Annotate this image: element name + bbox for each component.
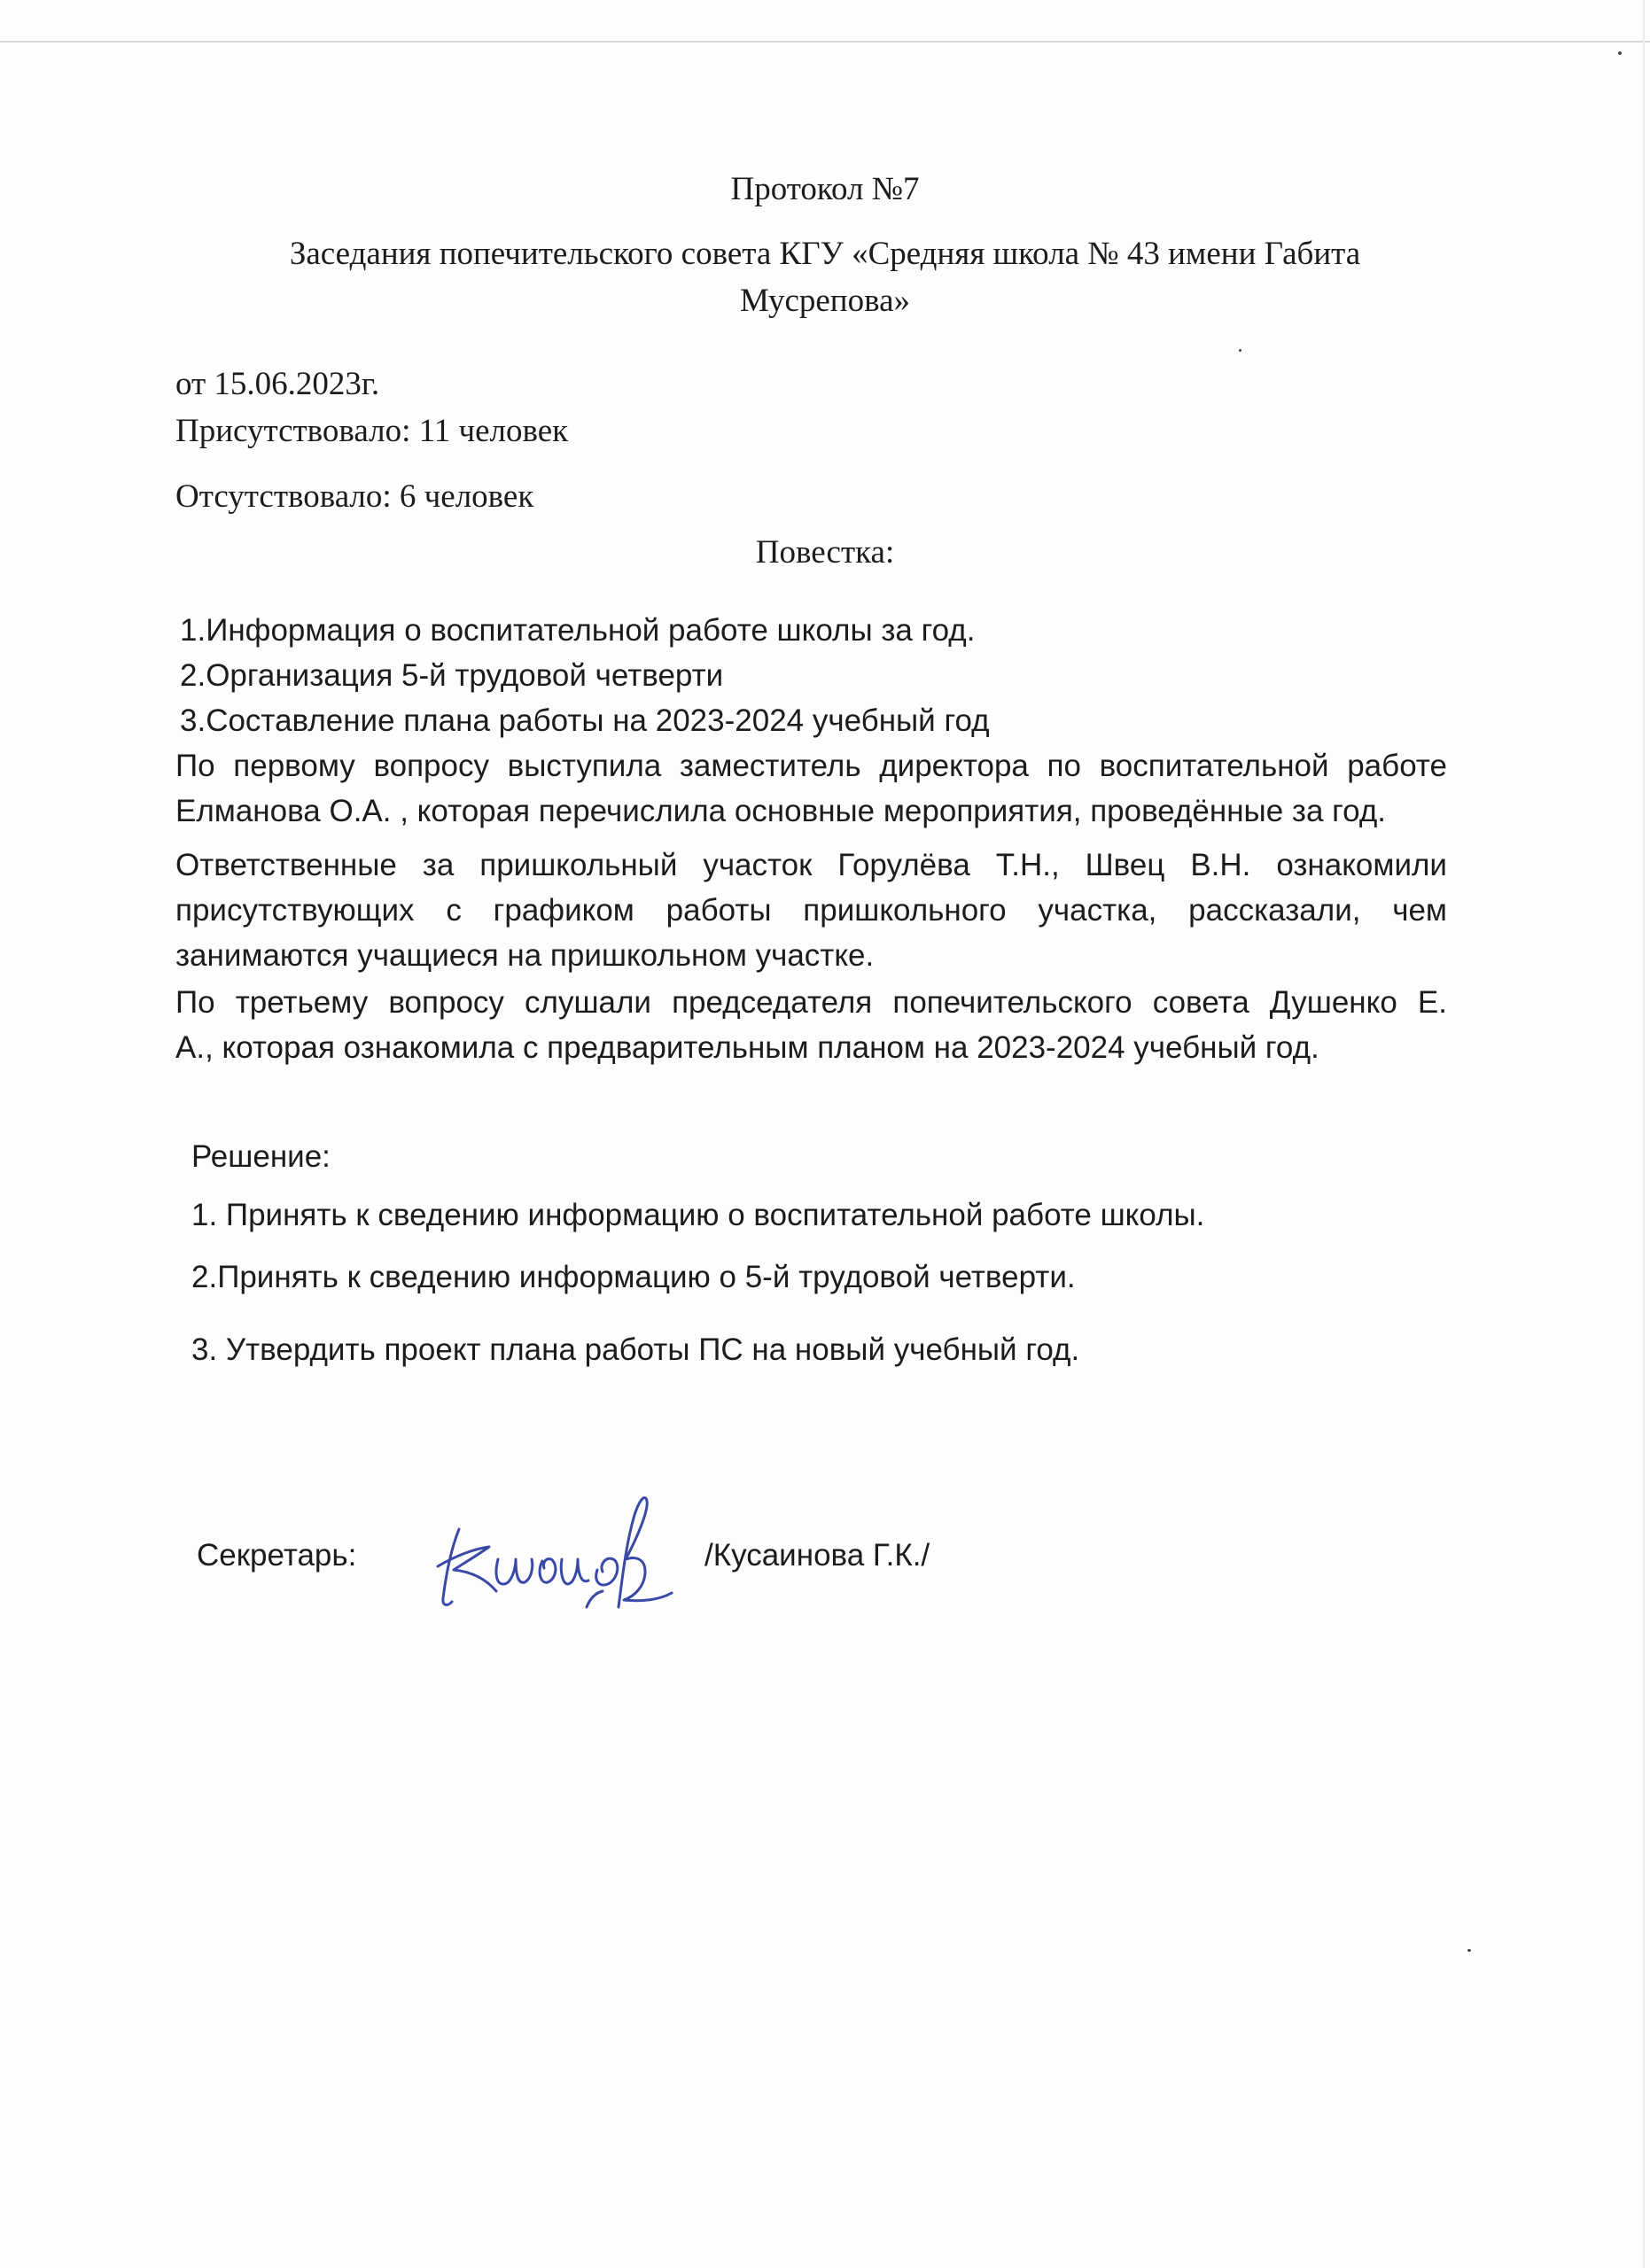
body-line: Елманова О.А. , которая перечислила основные мероприятия, проведённые за год. [175, 794, 1386, 828]
absent-count: Отсутствовало: 6 человек [175, 478, 534, 515]
agenda-item: 3.Составление плана работы на 2023-2024 учебный год [180, 703, 990, 738]
document-title: Протокол №7 [730, 171, 920, 207]
decision-item: 1. Принять к сведению информацию о воспитательной работе школы. [191, 1198, 1205, 1232]
document-subtitle: Заседания попечительского совета КГУ «Средняя школа № 43 имени Габита [289, 236, 1361, 272]
body-line: А., которая ознакомила с предварительным планом на 2023-2024 учебный год. [175, 1030, 1319, 1065]
body-line: занимаются учащиеся на пришкольном участке. [175, 938, 875, 973]
document-subtitle-continued: Мусрепова» [739, 283, 911, 319]
body-line: присутствующих с графиком работы пришкольного участка, рассказали, чем [175, 893, 1447, 928]
scan-speck [1467, 1949, 1471, 1952]
agenda-heading: Повестка: [755, 534, 895, 571]
handwritten-signature [413, 1474, 679, 1625]
scan-speck [1618, 51, 1622, 55]
agenda-item: 2.Организация 5-й трудовой четверти [180, 658, 724, 693]
secretary-name: /Кусаинова Г.К./ [704, 1538, 930, 1573]
decision-item: 2.Принять к сведению информацию о 5-й трудовой четверти. [191, 1260, 1076, 1294]
scan-edge [0, 41, 1650, 43]
secretary-label: Секретарь: [197, 1538, 357, 1573]
body-line: Ответственные за пришкольный участок Горулёва Т.Н., Швец В.Н. ознакомили [175, 848, 1447, 882]
body-line: По третьему вопросу слушали председателя попечительского совета Душенко Е. [175, 985, 1447, 1020]
meeting-date: от 15.06.2023г. [175, 366, 380, 402]
decision-item: 3. Утвердить проект плана работы ПС на новый учебный год. [191, 1332, 1080, 1367]
body-line: По первому вопросу выступила заместитель директора по воспитательной работе [175, 749, 1447, 783]
scan-edge [1643, 0, 1645, 2268]
decision-heading: Решение: [191, 1139, 331, 1174]
scan-speck [1239, 349, 1241, 352]
agenda-item: 1.Информация о воспитательной работе школы за год. [180, 613, 976, 648]
present-count: Присутствовало: 11 человек [175, 413, 569, 449]
